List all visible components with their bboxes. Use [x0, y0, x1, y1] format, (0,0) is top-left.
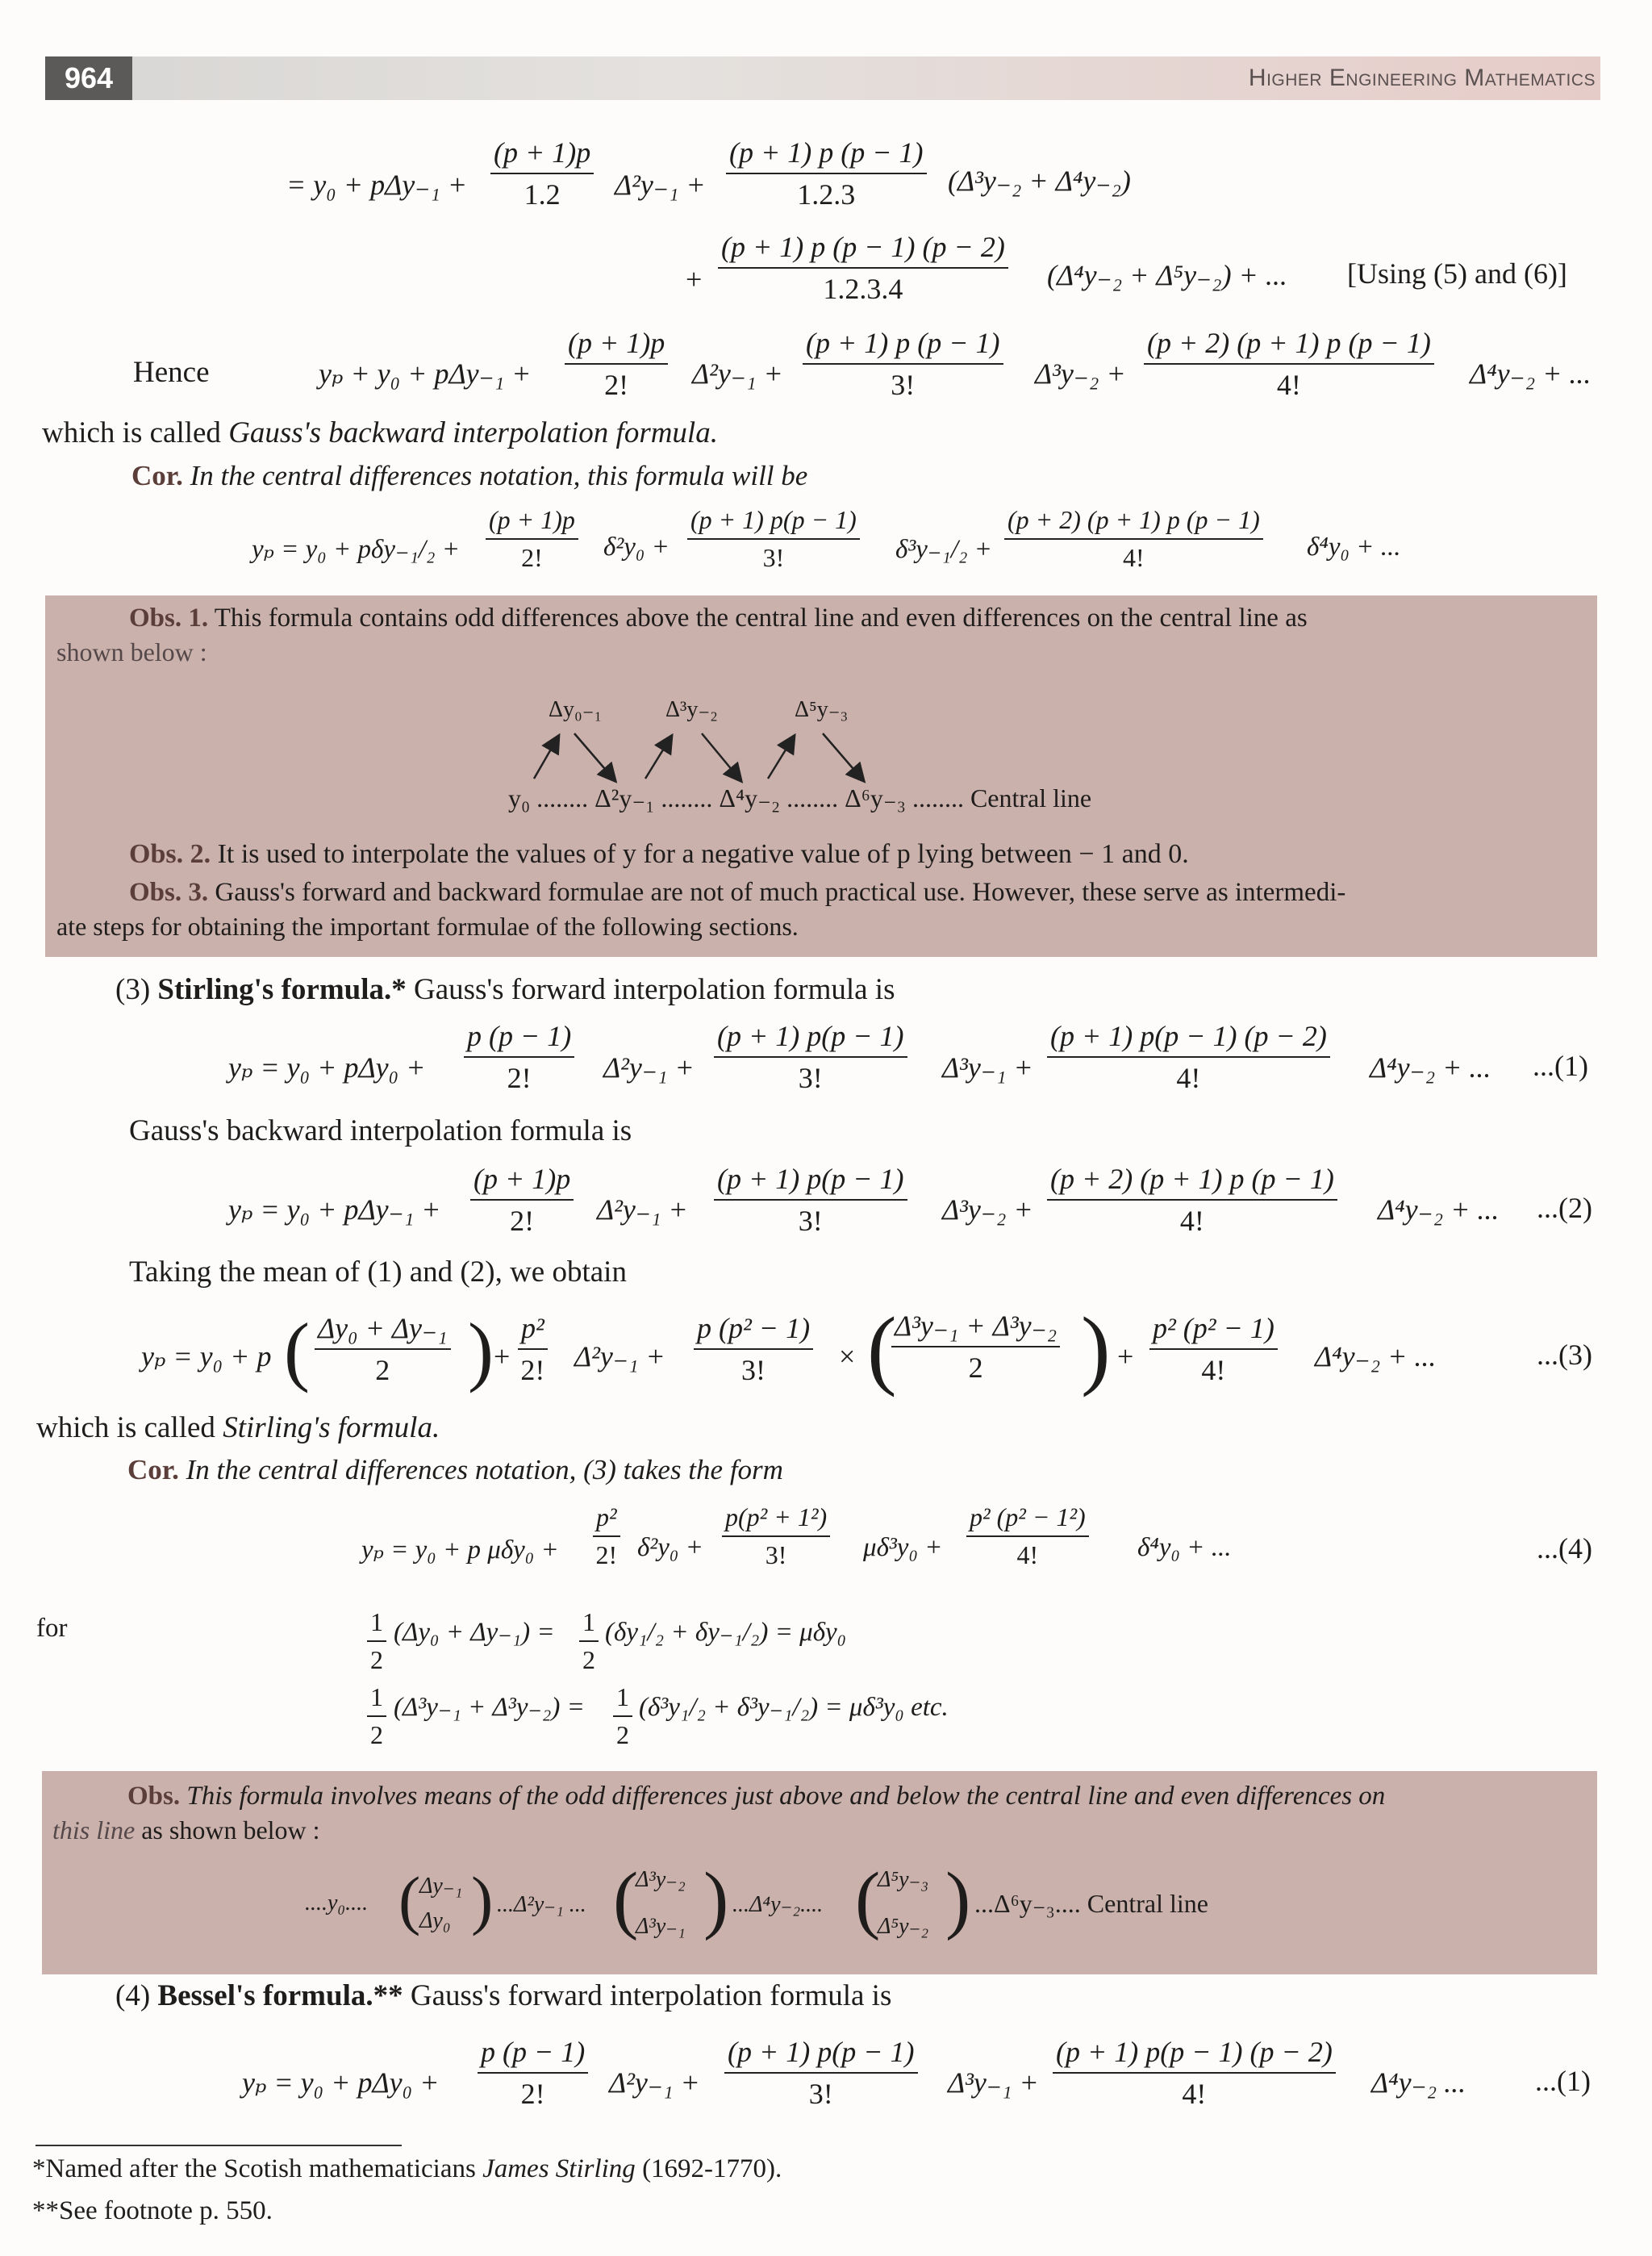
obs-stirling: Obs. This formula involves means of the odd differences just above and below the central line and even differences on	[127, 1782, 1386, 1811]
left-paren: (	[867, 1299, 897, 1397]
eq-term: Δ³y₋₁ +	[942, 1051, 1033, 1084]
right-paren: )	[468, 1307, 494, 1393]
right-paren: )	[1081, 1299, 1111, 1397]
fraction: $\frac{(p + 1) p(p - 1)}{3!}$	[714, 1162, 907, 1238]
fraction: $\frac{(p + 1) p(p - 1)}{3!}$	[724, 2035, 918, 2111]
fraction: $\frac{(p + 1) p(p - 1) (p - 2)}{4!}$	[1047, 1019, 1330, 1095]
eq-term: Δ²y₋₁ +	[574, 1340, 665, 1372]
corollary: Cor. In the central differences notation, (3) takes the form	[127, 1454, 783, 1485]
fraction: $\frac{\text{p² (p² − 1)}}{4!}$	[1149, 1311, 1278, 1387]
eq-term: Δ³y₋₂ +	[942, 1193, 1033, 1226]
fraction: $\frac{(p + 1) p(p - 1) (p - 2)}{4!}$	[1053, 2035, 1336, 2111]
fraction: $\frac{(p + 1) p(p - 1)}{3!}$	[714, 1019, 907, 1095]
equation-number: ...(3)	[1537, 1339, 1592, 1371]
corollary: Cor. In the central differences notation, this formula will be	[131, 460, 808, 491]
fraction: $\frac{(p + 1)p}{2!}$	[565, 326, 668, 402]
fraction: $\frac{p (p - 1)}{2!}$	[478, 2035, 588, 2111]
eq-term: yₚ = y₀ + p	[141, 1340, 272, 1372]
fraction-half: $\frac{1}{2}$	[579, 1607, 599, 1675]
equation-number: ...(2)	[1537, 1192, 1592, 1224]
paragraph: which is called Gauss's backward interpolation formula.	[42, 416, 718, 449]
left-paren: (	[398, 1863, 421, 1936]
section-bessel: (4) Bessel's formula.** Gauss's forward interpolation formula is	[115, 1979, 892, 2012]
fraction: $\frac{\text{Δy₀ + Δy₋₁}}{2}$	[315, 1311, 451, 1387]
page-number: 964	[45, 56, 132, 100]
fraction: $\frac{(p + 1)p}{1.2}$	[490, 136, 594, 211]
obs-2: Obs. 2. It is used to interpolate the values of y for a negative value of p lying between − 1 and 0.	[129, 839, 1189, 869]
paragraph: Gauss's backward interpolation formula is	[129, 1114, 632, 1147]
eq-term: (δy₁/₂ + δy₋₁/₂) = μδy₀	[605, 1618, 847, 1647]
diag-top-1: Δy₀₋₁	[549, 697, 603, 722]
eq-term: (Δ³y₋₁ + Δ³y₋₂) =	[394, 1693, 585, 1722]
eq-term: δ³y₋₁/₂ +	[895, 535, 992, 564]
fraction: $\frac{(p + 2) (p + 1) p (p - 1)}{4!}$	[1047, 1162, 1337, 1238]
footnote-rule	[35, 2145, 402, 2146]
eq-term: Δ²y₋₁ +	[597, 1193, 688, 1226]
eq-term: yₚ = y₀ + p μδy₀ +	[361, 1535, 559, 1565]
hence-label: Hence	[133, 356, 210, 389]
obs-3-cont: ate steps for obtaining the important formulae of the following sections.	[56, 912, 799, 941]
left-paren: (	[855, 1857, 881, 1941]
diag-mid: ...Δ⁴y₋₂....	[732, 1892, 824, 1917]
eq-term: δ²y₀ +	[637, 1533, 703, 1562]
eq-term: Δ⁴y₋₂ + ...	[1470, 357, 1592, 390]
eq-term: Δ³y₋₁ +	[948, 2066, 1039, 2099]
eq-term: Δ²y₋₁ +	[609, 2066, 700, 2099]
left-paren: (	[284, 1307, 310, 1393]
eq-term: δ⁴y₀ + ...	[1137, 1533, 1232, 1562]
fraction: $\frac{\text{p (p² − 1)}}{3!}$	[694, 1311, 813, 1387]
section-stirling: (3) Stirling's formula.* Gauss's forward interpolation formula is	[115, 973, 895, 1006]
difference-diagram-arrows	[484, 722, 887, 787]
eq-term: (Δ³y₋₂ + Δ⁴y₋₂)	[948, 165, 1131, 197]
left-paren: (	[613, 1857, 639, 1941]
eq-term: Δ²y₋₁ +	[603, 1051, 695, 1084]
eq-term: yₚ = y₀ + pΔy₀ +	[242, 2066, 440, 2099]
diag-top-3: Δ⁵y₋₃	[795, 697, 849, 722]
eq-term: Δ⁴y₋₂ + ...	[1378, 1193, 1500, 1226]
diag-top-2: Δ³y₋₂	[665, 697, 718, 722]
equation-number: ...(1)	[1533, 1050, 1588, 1082]
eq-term: yₚ + y₀ + pΔy₋₁ +	[319, 357, 532, 390]
diag-vec: Δ³y₋₂	[636, 1867, 686, 1892]
obs-1: Obs. 1. This formula contains odd differences above the central line and even differences on the central line as	[129, 604, 1308, 633]
fraction: $\frac{\text{p(p² + 1²)}}{3!}$	[722, 1502, 830, 1570]
equation-number: ...(1)	[1535, 2065, 1591, 2097]
eq-plus: +	[494, 1340, 511, 1372]
fraction: $\frac{p (p - 1)}{2!}$	[464, 1019, 574, 1095]
diag-vec: Δy₋₁	[419, 1874, 463, 1899]
equation-number: ...(4)	[1537, 1532, 1592, 1565]
eq-term: (δ³y₁/₂ + δ³y₋₁/₂) = μδ³y₀ etc.	[639, 1693, 949, 1722]
eq-term: Δ²y₋₁ +	[692, 357, 783, 390]
fraction: $\frac{(p + 2) (p + 1) p (p - 1)}{4!}$	[1144, 326, 1434, 402]
eq-plus: +	[1117, 1340, 1134, 1372]
eq-term: (Δ⁴y₋₂ + Δ⁵y₋₂) + ...	[1047, 259, 1287, 291]
eq-term: yₚ = y₀ + pΔy₋₁ +	[228, 1193, 441, 1226]
obs-1-cont: shown below :	[56, 637, 207, 666]
fraction: $\frac{(p + 1)p}{2!}$	[470, 1162, 574, 1238]
fraction-half: $\frac{1}{2}$	[367, 1682, 386, 1750]
right-paren: )	[471, 1863, 494, 1936]
diag-vec: Δ⁵y₋₃	[878, 1867, 929, 1892]
fraction-half: $\frac{1}{2}$	[367, 1607, 386, 1675]
right-paren: )	[945, 1857, 971, 1941]
central-line: ...Δ⁶y₋₃.... Central line	[974, 1889, 1208, 1918]
fraction: $\frac{(p + 1) p (p - 1) (p - 2)}{1.2.3.4}$	[718, 230, 1008, 306]
paragraph: Taking the mean of (1) and (2), we obtain	[129, 1255, 627, 1289]
book-title: Higher Engineering Mathematics	[1248, 65, 1596, 91]
fraction: $\frac{(p + 1) p (p - 1)}{3!}$	[803, 326, 1003, 402]
diag-vec: Δ³y₋₁	[636, 1914, 686, 1939]
fraction: $\frac{(p + 1)p}{2!}$	[486, 505, 578, 573]
right-paren: )	[703, 1857, 729, 1941]
times-sign: ×	[839, 1340, 856, 1372]
eq-term: Δ⁴y₋₂ + ...	[1315, 1340, 1437, 1372]
eq-term: Δ³y₋₂ +	[1035, 357, 1126, 390]
diag-mid: ...Δ²y₋₁ ...	[497, 1892, 586, 1917]
fraction-half: $\frac{1}{2}$	[613, 1682, 632, 1750]
fraction: $\frac{(p + 2) (p + 1) p (p - 1)}{4!}$	[1004, 505, 1263, 573]
obs-3: Obs. 3. Gauss's forward and backward formulae are not of much practical use. However, these serve as intermedi-	[129, 878, 1346, 907]
fraction: $\frac{\text{p² (p² − 1²)}}{4!}$	[966, 1502, 1089, 1570]
eq-term: δ⁴y₀ + ...	[1307, 533, 1401, 562]
eq-term: Δ⁴y₋₂ ...	[1371, 2066, 1466, 2099]
footnote-2: **See footnote p. 550.	[32, 2196, 273, 2225]
eq-term: yₚ = y₀ + pδy₋₁/₂ +	[252, 535, 461, 564]
eq-term: yₚ = y₀ + pΔy₀ +	[228, 1051, 426, 1084]
diag-vec: Δ⁵y₋₂	[878, 1914, 929, 1939]
fraction: $\frac{(p + 1) p (p - 1)}{1.2.3}$	[726, 136, 927, 211]
fraction: $\frac{\text{p²}}{2!}$	[593, 1502, 620, 1570]
eq-term: Δ⁴y₋₂ + ...	[1370, 1051, 1491, 1084]
equation-note: [Using (5) and (6)]	[1347, 257, 1567, 290]
for-label: for	[36, 1614, 68, 1643]
diag-vec: Δy₀	[419, 1908, 451, 1933]
fraction: $\frac{\text{p²}}{2!}$	[518, 1311, 548, 1387]
fraction: $\frac{\text{Δ³y₋₁ + Δ³y₋₂}}{2}$	[891, 1309, 1060, 1385]
paragraph: which is called Stirling's formula.	[36, 1411, 440, 1444]
eq-term: δ²y₀ +	[603, 533, 670, 562]
fraction: $\frac{(p + 1) p(p - 1)}{3!}$	[687, 505, 860, 573]
eq-plus: +	[686, 263, 703, 295]
diag-y0: ....y₀....	[305, 1890, 369, 1916]
eq-term: μδ³y₀ +	[863, 1533, 943, 1562]
eq-term: (Δy₀ + Δy₋₁) =	[394, 1618, 555, 1647]
central-line: y₀ ........ Δ²y₋₁ ........ Δ⁴y₋₂ ........ Δ⁶y₋₃ ........ Central line	[508, 783, 1092, 813]
footnote-1: *Named after the Scotish mathematicians James Stirling (1692-1770).	[32, 2154, 782, 2183]
obs-stirling-cont: this line as shown below :	[52, 1815, 320, 1844]
eq-term: Δ²y₋₁ +	[615, 169, 706, 201]
eq-term: = y₀ + pΔy₋₁ +	[286, 169, 467, 201]
